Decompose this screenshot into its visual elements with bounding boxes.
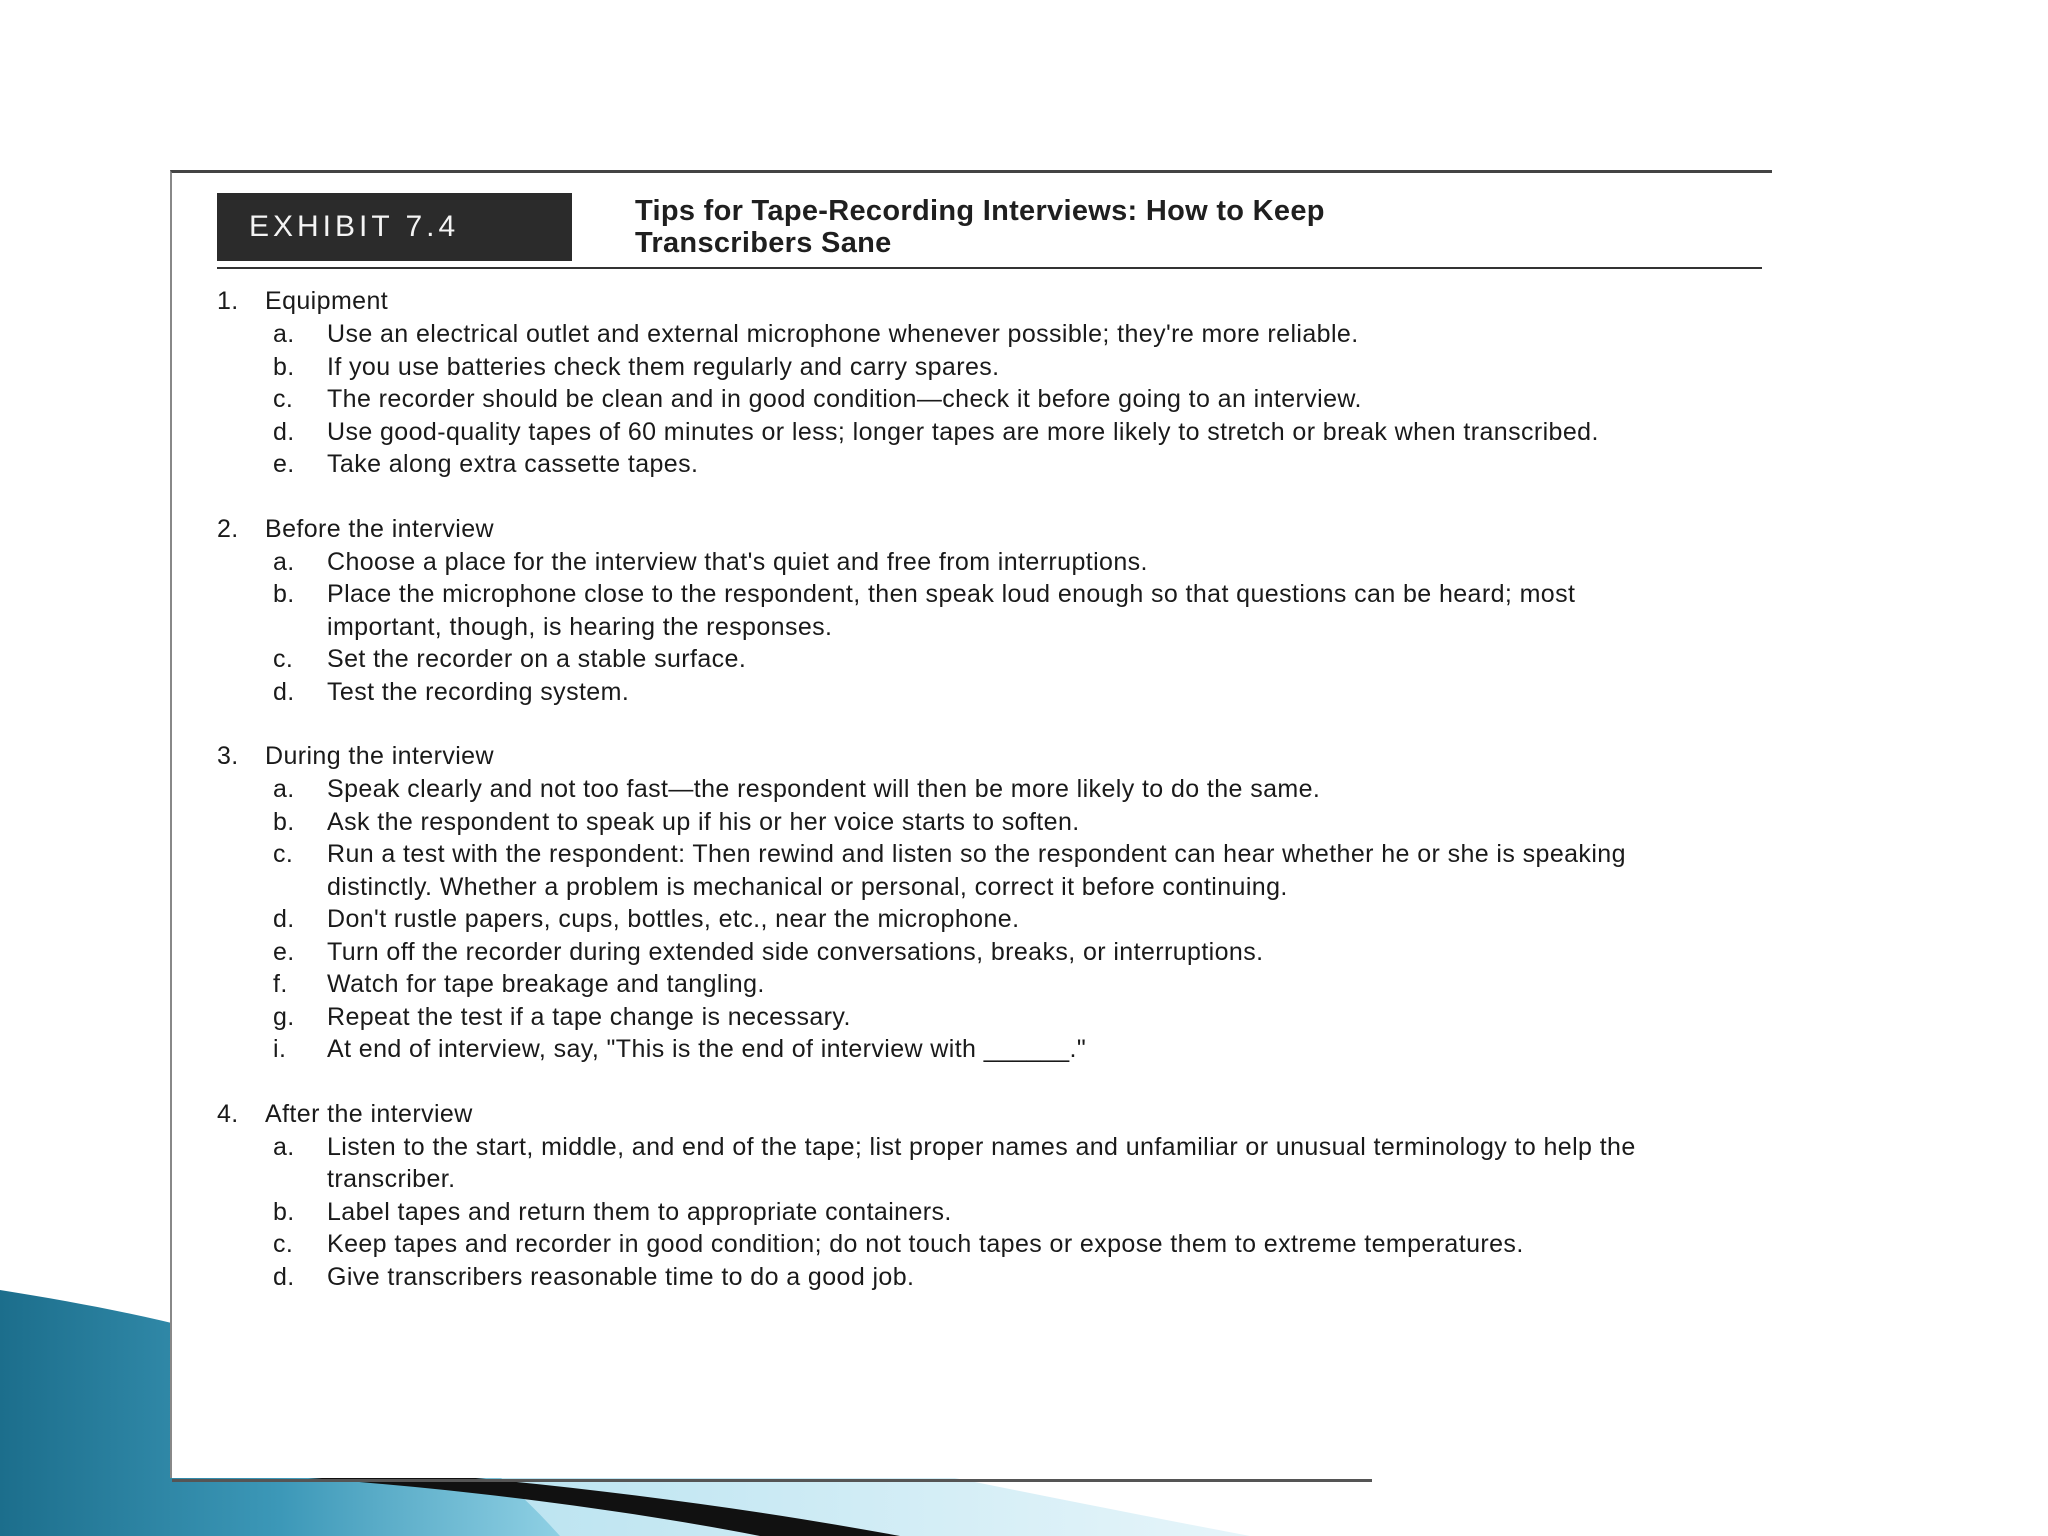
exhibit-title-line-1: Tips for Tape-Recording Interviews: How to Keep — [635, 195, 1325, 227]
list-item — [217, 838, 1737, 903]
list-item — [217, 416, 1737, 449]
list-item — [217, 546, 1737, 579]
list-item — [217, 806, 1737, 839]
section-heading-text: Equipment — [265, 287, 389, 315]
list-item — [217, 578, 1737, 643]
item-text: Repeat the test if a tape change is necessary. — [327, 1002, 851, 1031]
item-letter: c. — [273, 645, 294, 673]
list-item — [217, 318, 1737, 351]
section-3 — [217, 740, 1737, 1066]
item-letter: f. — [273, 970, 288, 998]
page-bottom-rule — [172, 1479, 1372, 1482]
exhibit-page — [170, 170, 1772, 1478]
item-text: Set the recorder on a stable surface. — [327, 645, 747, 673]
section-heading-text: After the interview — [265, 1099, 473, 1128]
item-text: Use an electrical outlet and external microphone whenever possible; they're more reliable. — [327, 320, 1359, 348]
section-heading — [217, 513, 1737, 546]
section-heading — [217, 740, 1737, 773]
item-letter: c. — [273, 1230, 294, 1258]
item-letter: d. — [273, 677, 295, 706]
list-item — [217, 773, 1737, 806]
section-4 — [217, 1098, 1737, 1294]
item-letter: e. — [273, 450, 295, 478]
list-item — [217, 1131, 1737, 1196]
list-item — [217, 1261, 1737, 1294]
item-text: Label tapes and return them to appropriate containers. — [327, 1197, 952, 1226]
item-text: The recorder should be clean and in good condition—check it before going to an interview. — [327, 385, 1362, 413]
list-item — [217, 936, 1737, 969]
item-letter: b. — [273, 352, 295, 381]
list-item — [217, 676, 1737, 709]
list-item — [217, 903, 1737, 936]
list-item — [217, 1196, 1737, 1229]
item-text: Test the recording system. — [327, 677, 630, 706]
list-item — [217, 351, 1737, 384]
item-text: Use good-quality tapes of 60 minutes or less; longer tapes are more likely to stretch or break when transcribed. — [327, 417, 1599, 446]
item-letter: c. — [273, 385, 294, 413]
item-letter: b. — [273, 807, 295, 836]
item-letter: a. — [273, 775, 295, 803]
exhibit-header — [217, 193, 1762, 269]
item-letter: i. — [273, 1035, 287, 1063]
item-letter: b. — [273, 1197, 295, 1226]
list-item — [217, 643, 1737, 676]
item-text: Choose a place for the interview that's quiet and free from interruptions. — [327, 547, 1148, 576]
section-heading-text: Before the interview — [265, 514, 494, 543]
item-text: Place the microphone close to the respondent, then speak loud enough so that questions can be heard; most important, though, is hearing the responses. — [327, 580, 1576, 641]
item-text: Ask the respondent to speak up if his or her voice starts to soften. — [327, 807, 1080, 836]
list-item — [217, 383, 1737, 416]
section-heading-text: During the interview — [265, 742, 494, 770]
item-letter: a. — [273, 547, 295, 576]
item-letter: d. — [273, 1262, 295, 1291]
item-text: At end of interview, say, "This is the end of interview with ______." — [327, 1035, 1087, 1063]
section-1 — [217, 285, 1737, 481]
list-item — [217, 1228, 1737, 1261]
section-2 — [217, 513, 1737, 709]
exhibit-title — [635, 195, 1735, 259]
section-heading — [217, 1098, 1737, 1131]
item-text: If you use batteries check them regularly and carry spares. — [327, 352, 1000, 381]
section-number: 4. — [217, 1099, 239, 1128]
item-letter: d. — [273, 417, 295, 446]
item-letter: b. — [273, 580, 295, 608]
item-text: Run a test with the respondent: Then rewind and listen so the respondent can hear whether he or she is speaking distinctly. Whether a problem is mechanical or personal, correct it before continuing. — [327, 840, 1626, 901]
item-text: Turn off the recorder during extended side conversations, breaks, or interruptions. — [327, 937, 1264, 966]
item-letter: e. — [273, 937, 295, 966]
item-text: Don't rustle papers, cups, bottles, etc., near the microphone. — [327, 905, 1020, 933]
item-letter: g. — [273, 1002, 295, 1031]
section-number: 2. — [217, 514, 239, 543]
exhibit-badge: EXHIBIT 7.4 — [217, 193, 572, 261]
list-item — [217, 1033, 1737, 1066]
item-letter: a. — [273, 320, 295, 348]
item-text: Take along extra cassette tapes. — [327, 450, 699, 478]
tips-list — [217, 285, 1737, 1325]
item-text: Give transcribers reasonable time to do a good job. — [327, 1262, 915, 1291]
list-item — [217, 1001, 1737, 1034]
section-number: 3. — [217, 742, 239, 770]
item-text: Speak clearly and not too fast—the respondent will then be more likely to do the same. — [327, 775, 1321, 803]
item-text: Keep tapes and recorder in good condition; do not touch tapes or expose them to extreme temperatures. — [327, 1230, 1524, 1258]
item-letter: d. — [273, 905, 295, 933]
section-heading — [217, 285, 1737, 318]
section-number: 1. — [217, 287, 239, 315]
item-letter: a. — [273, 1132, 295, 1161]
list-item — [217, 448, 1737, 481]
exhibit-title-line-2: Transcribers Sane — [635, 227, 892, 259]
item-text: Watch for tape breakage and tangling. — [327, 970, 765, 998]
item-text: Listen to the start, middle, and end of the tape; list proper names and unfamiliar or unusual terminology to help the transcriber. — [327, 1132, 1636, 1193]
item-letter: c. — [273, 840, 294, 868]
list-item — [217, 968, 1737, 1001]
